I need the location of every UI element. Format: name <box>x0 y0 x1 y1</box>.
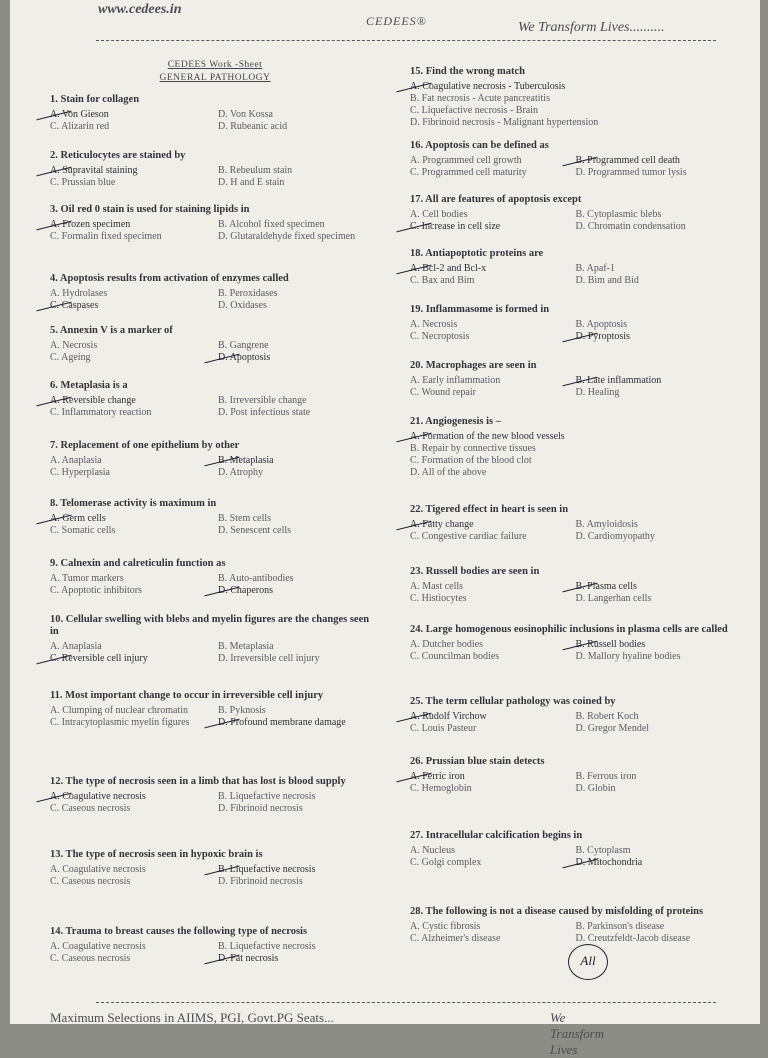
answer-option: A. Necrosis <box>410 319 458 330</box>
answer-option: A. Early inflammation <box>410 375 501 386</box>
question-text: 3. Oil red 0 stain is used for staining lipids in <box>50 204 250 215</box>
answer-option: A. Tumor markers <box>50 573 124 584</box>
answer-option: A. Clumping of nuclear chromatin <box>50 705 189 716</box>
marked-answer-option: C. Increase in cell size <box>410 221 570 233</box>
answer-option: A. Coagulative necrosis <box>50 941 146 952</box>
answer-option: D. Langerhan cells <box>575 593 652 604</box>
question-text: 17. All are features of apoptosis except <box>410 194 582 205</box>
answer-option: B. Amyloidosis <box>575 519 638 530</box>
options-grid <box>410 431 735 479</box>
question-item <box>410 624 735 663</box>
answer-option: D. Gregor Mendel <box>575 723 650 734</box>
answer-option: A. Anaplasia <box>50 641 102 652</box>
answer-option: A. Anaplasia <box>50 455 102 466</box>
question-item <box>410 416 735 479</box>
question-item <box>50 498 380 537</box>
question-text: 15. Find the wrong match <box>410 66 526 77</box>
answer-option: D. All of the above <box>410 467 487 478</box>
answer-option: C. Intracytoplasmic myelin figures <box>50 717 190 728</box>
answer-option: B. Apaf-1 <box>575 263 615 274</box>
options-grid <box>410 639 735 663</box>
question-text: 2. Reticulocytes are stained by <box>50 150 186 161</box>
answer-option: A. Nucleus <box>410 845 455 856</box>
marked-answer-option: A. Supravital staining <box>50 165 212 177</box>
answer-option: B. Fat necrosis - Acute pancreatitis <box>410 93 550 104</box>
answer-option: D. Glutaraldehyde fixed specimen <box>218 231 356 242</box>
answer-option: D. Globin <box>575 783 616 794</box>
question-text: 22. Tigered effect in heart is seen in <box>410 504 569 515</box>
answer-option: D. Oxidases <box>218 300 267 311</box>
question-text: 5. Annexin V is a marker of <box>50 325 173 336</box>
marked-answer-option: A. Von Gieson <box>50 109 212 121</box>
answer-option: C. Caseous necrosis <box>50 953 131 964</box>
marked-answer-option: A. Ferric iron <box>410 771 570 783</box>
question-text: 12. The type of necrosis seen in a limb that has lost is blood supply <box>50 776 346 787</box>
question-text: 26. Prussian blue stain detects <box>410 756 545 767</box>
question-text: 19. Inflammasome is formed in <box>410 304 550 315</box>
answer-option: B. Repair by connective tissues <box>410 443 536 454</box>
answer-option: D. Senescent cells <box>218 525 292 536</box>
marked-answer-option: A. Coagulative necrosis <box>50 791 212 803</box>
answer-option: C. Caseous necrosis <box>50 876 131 887</box>
answer-option: B. Liquefactive necrosis <box>218 791 316 802</box>
question-item <box>50 849 380 888</box>
answer-option: B. Irreversible change <box>218 395 307 406</box>
marked-answer-option: A. Reversible change <box>50 395 212 407</box>
question-text: 4. Apoptosis results from activation of enzymes called <box>50 273 289 284</box>
answer-option: D. Irreversible cell injury <box>218 653 320 664</box>
question-item <box>410 830 735 869</box>
header-rule <box>96 40 716 41</box>
question-item <box>410 360 735 399</box>
marked-answer-option: A. Fatty change <box>410 519 570 531</box>
answer-option: D. H and E stain <box>218 177 285 188</box>
answer-option: C. Prussian blue <box>50 177 116 188</box>
answer-option: D. Fibrinoid necrosis - Malignant hypertension <box>410 117 599 128</box>
answer-option: A. Coagulative necrosis <box>50 864 146 875</box>
marked-answer-option: B. Late inflammation <box>576 375 736 387</box>
question-item <box>410 66 735 129</box>
answer-option: C. Hemoglobin <box>410 783 472 794</box>
marked-answer-option: A. Bcl-2 and Bcl-x <box>410 263 570 275</box>
marked-answer-option: A. Formation of the new blood vessels <box>410 431 735 443</box>
answer-option: B. Peroxidases <box>218 288 278 299</box>
question-item <box>50 440 380 479</box>
question-text: 8. Telomerase activity is maximum in <box>50 498 217 509</box>
answer-option: D. Bim and Bid <box>575 275 639 286</box>
options-grid <box>50 288 380 312</box>
answer-option: B. Cytoplasm <box>575 845 631 856</box>
answer-option: D. Fibrinoid necrosis <box>218 803 303 814</box>
answer-option: B. Auto-antibodies <box>218 573 294 584</box>
question-text: 7. Replacement of one epithelium by other <box>50 440 240 451</box>
answer-option: C. Alizarin red <box>50 121 110 132</box>
options-grid <box>50 941 380 965</box>
answer-option: B. Apoptosis <box>575 319 628 330</box>
question-text: 16. Apoptosis can be defined as <box>410 140 549 151</box>
question-text: 6. Metaplasia is a <box>50 380 128 391</box>
marked-answer-option: D. Profound membrane damage <box>218 717 380 729</box>
marked-answer-option: D. Fat necrosis <box>218 953 380 965</box>
question-item <box>50 614 380 665</box>
options-grid <box>410 711 735 735</box>
answer-option: C. Ageing <box>50 352 91 363</box>
marked-answer-option: A. Rudolf Virchow <box>410 711 570 723</box>
answer-option: B. Robert Koch <box>575 711 639 722</box>
marked-answer-option: A. Frozen specimen <box>50 219 212 231</box>
answer-option: D. Post infectious state <box>218 407 311 418</box>
options-grid <box>50 864 380 888</box>
footer-tagline: We Transform Lives <box>550 1010 605 1057</box>
question-item <box>410 248 735 287</box>
worksheet-page <box>10 0 760 1057</box>
options-grid <box>410 319 735 343</box>
answer-option: C. Liquefactive necrosis - Brain <box>410 105 539 116</box>
answer-option: C. Bax and Bim <box>410 275 475 286</box>
answer-option: C. Somatic cells <box>50 525 116 536</box>
answer-option: B. Gangrene <box>218 340 269 351</box>
question-item <box>50 204 380 243</box>
question-item <box>50 558 380 597</box>
answer-option: B. Ferrous iron <box>575 771 637 782</box>
answer-option: C. Caseous necrosis <box>50 803 131 814</box>
options-grid <box>410 209 735 233</box>
answer-option: C. Wound repair <box>410 387 476 398</box>
question-text: 10. Cellular swelling with blebs and myelin figures are the changes seen in <box>50 614 370 637</box>
question-text: 20. Macrophages are seen in <box>410 360 537 371</box>
website-url: www.cedees.in <box>98 2 182 17</box>
question-text: 1. Stain for collagen <box>50 94 140 105</box>
options-grid <box>50 109 380 133</box>
options-grid <box>410 581 735 605</box>
options-grid <box>50 513 380 537</box>
question-item <box>410 504 735 543</box>
options-grid <box>50 219 380 243</box>
question-text: 21. Angiogenesis is – <box>410 416 502 427</box>
marked-answer-option: D. Chaperons <box>218 585 380 597</box>
answer-option: D. Atrophy <box>218 467 263 478</box>
answer-option: B. Parkinson's disease <box>575 921 665 932</box>
options-grid <box>410 81 735 129</box>
footer <box>50 1010 605 1057</box>
answer-option: D. Mallory hyaline bodies <box>575 651 681 662</box>
marked-answer-option: B. Plasma cells <box>576 581 736 593</box>
question-text: 11. Most important change to occur in irreversible cell injury <box>50 690 324 701</box>
answer-option: C. Louis Pasteur <box>410 723 477 734</box>
worksheet-subject: GENERAL PATHOLOGY <box>159 73 271 83</box>
question-item <box>50 926 380 965</box>
options-grid <box>50 791 380 815</box>
handwritten-circle-annotation: All <box>568 944 608 980</box>
marked-answer-option: B. Russell bodies <box>576 639 736 651</box>
options-grid <box>50 395 380 419</box>
answer-option: D. Healing <box>575 387 620 398</box>
marked-answer-option: B. Liquefactive necrosis <box>218 864 380 876</box>
answer-option: C. Formation of the blood clot <box>410 455 532 466</box>
options-grid <box>50 705 380 729</box>
marked-answer-option: D. Pyroptosis <box>576 331 736 343</box>
answer-option: C. Programmed cell maturity <box>410 167 527 178</box>
question-text: 27. Intracellular calcification begins in <box>410 830 583 841</box>
marked-answer-option: A. Coagulative necrosis - Tuberculosis <box>410 81 735 93</box>
question-item <box>410 566 735 605</box>
worksheet-title: CEDEES Work -Sheet <box>167 60 263 70</box>
answer-option: B. Pyknosis <box>218 705 266 716</box>
answer-option: B. Cytoplasmic blebs <box>575 209 662 220</box>
question-item <box>50 776 380 815</box>
marked-answer-option: A. Germ cells <box>50 513 212 525</box>
answer-option: D. Fibrinoid necrosis <box>218 876 303 887</box>
options-grid <box>50 641 380 665</box>
marked-answer-option: C. Reversible cell injury <box>50 653 212 665</box>
answer-option: A. Necrosis <box>50 340 98 351</box>
options-grid <box>50 340 380 364</box>
options-grid <box>410 263 735 287</box>
answer-option: B. Liquefactive necrosis <box>218 941 316 952</box>
answer-option: D. Rubeanic acid <box>218 121 288 132</box>
tagline: We Transform Lives.......... <box>518 20 665 35</box>
answer-option: C. Alzheimer's disease <box>410 933 501 944</box>
question-item <box>410 304 735 343</box>
answer-option: A. Programmed cell growth <box>410 155 522 166</box>
question-item <box>410 756 735 795</box>
brand-name: CEDEES® <box>366 14 427 28</box>
answer-option: B. Alcohol fixed specimen <box>218 219 325 230</box>
question-text: 9. Calnexin and calreticulin function as <box>50 558 226 569</box>
answer-option: C. Inflammatory reaction <box>50 407 152 418</box>
options-grid <box>50 165 380 189</box>
question-item <box>50 690 380 729</box>
answer-option: B. Metaplasia <box>218 641 274 652</box>
answer-option: C. Necroptosis <box>410 331 470 342</box>
question-item <box>50 94 380 133</box>
answer-option: D. Programmed tumor lysis <box>575 167 687 178</box>
answer-option: C. Hyperplasia <box>50 467 110 478</box>
answer-option: B. Rebeulum stain <box>218 165 293 176</box>
marked-answer-option: B. Metaplasia <box>218 455 380 467</box>
marked-answer-option: B. Programmed cell death <box>576 155 736 167</box>
answer-option: C. Congestive cardiac failure <box>410 531 527 542</box>
options-grid <box>410 921 735 945</box>
answer-option: D. Chromatin condensation <box>575 221 686 232</box>
answer-option: D. Cardiomyopathy <box>575 531 655 542</box>
answer-option: A. Cell bodies <box>410 209 468 220</box>
question-item <box>410 906 735 968</box>
marked-answer-option: D. Apoptosis <box>218 352 380 364</box>
footer-rule <box>96 1002 716 1003</box>
question-item <box>410 140 735 179</box>
question-item <box>50 325 380 364</box>
question-text: 14. Trauma to breast causes the following type of necrosis <box>50 926 308 937</box>
answer-option: A. Dutcher bodies <box>410 639 484 650</box>
answer-option: D. Creutzfeldt-Jacob disease <box>575 933 691 944</box>
options-grid <box>410 845 735 869</box>
options-grid <box>410 375 735 399</box>
answer-option: C. Formalin fixed specimen <box>50 231 162 242</box>
options-grid <box>410 771 735 795</box>
answer-option: C. Councilman bodies <box>410 651 500 662</box>
question-text: 24. Large homogenous eosinophilic inclusions in plasma cells are called <box>410 624 728 635</box>
answer-option: C. Golgi complex <box>410 857 482 868</box>
question-text: 28. The following is not a disease caused by misfolding of proteins <box>410 906 704 917</box>
answer-option: A. Mast cells <box>410 581 464 592</box>
answer-option: A. Hydrolases <box>50 288 108 299</box>
answer-option: C. Histiocytes <box>410 593 467 604</box>
question-item <box>50 273 380 312</box>
question-item <box>410 696 735 735</box>
options-grid <box>50 573 380 597</box>
question-text: 18. Antiapoptotic proteins are <box>410 248 544 259</box>
marked-answer-option: D. Mitochondria <box>576 857 736 869</box>
question-text: 25. The term cellular pathology was coined by <box>410 696 616 707</box>
options-grid <box>50 455 380 479</box>
answer-option: A. Cystic fibrosis <box>410 921 481 932</box>
question-item <box>50 150 380 189</box>
question-text: 13. The type of necrosis seen in hypoxic brain is <box>50 849 263 860</box>
answer-option: C. Apoptotic inhibitors <box>50 585 142 596</box>
options-grid <box>410 155 735 179</box>
answer-option: D. Von Kossa <box>218 109 273 120</box>
question-text: 23. Russell bodies are seen in <box>410 566 540 577</box>
question-item <box>50 380 380 419</box>
options-grid <box>410 519 735 543</box>
footer-text: Maximum Selections in AIIMS, PGI, Govt.PG Seats... <box>50 1010 334 1025</box>
answer-option: B. Stem cells <box>218 513 272 524</box>
question-item <box>410 194 735 233</box>
marked-answer-option: C. Caspases <box>50 300 212 312</box>
